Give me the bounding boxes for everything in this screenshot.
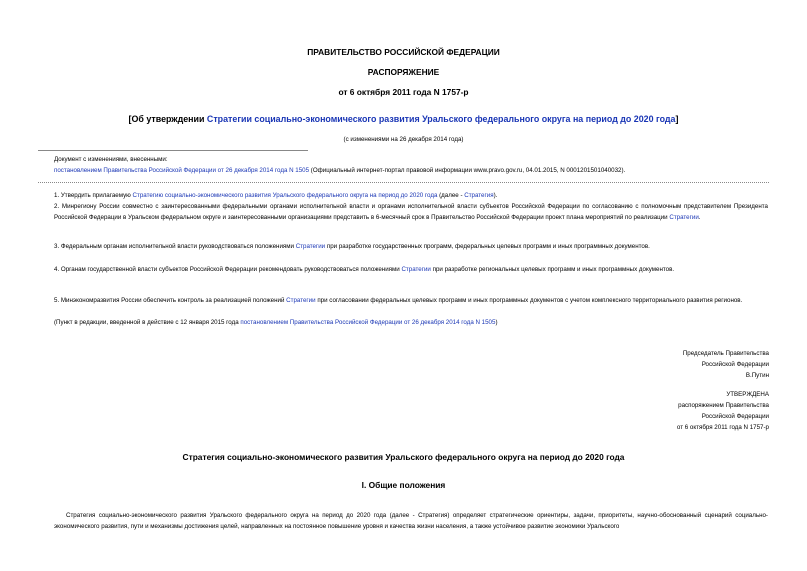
signature-name: В.Путин: [745, 372, 769, 379]
item-1-text: 1. Утвердить прилагаемую: [54, 192, 133, 199]
item-3: [54, 241, 768, 252]
approval-by: распоряжением Правительства: [678, 402, 769, 409]
title-strategy-link[interactable]: Стратегии социально-экономического развития Уральского федерального округа на период до 2020 года: [206, 114, 676, 124]
dotted-separator: [38, 182, 769, 183]
amendment-note: (с изменениями на 26 декабря 2014 года): [343, 136, 464, 143]
item-5-text-b: при согласовании федеральных целевых программ и иных программных документов с учетом комплексного территориального развития регионов.: [315, 297, 743, 304]
changes-decree-link[interactable]: постановлением Правительства Российской Федерации от 26 декабря 2014 года N 1505: [54, 167, 310, 174]
government-heading: ПРАВИТЕЛЬСТВО РОССИЙСКОЙ ФЕДЕРАЦИИ: [307, 47, 500, 57]
document-date: от 6 октября 2011 года N 1757-р: [338, 87, 469, 97]
item-3-strategy-link[interactable]: Стратегии: [295, 243, 326, 250]
item-5-text: 5. Минэкономразвития России обеспечить контроль за реализацией положений: [54, 297, 287, 304]
item-5: [54, 295, 768, 306]
changes-source: (Официальный интернет-портал правовой информации www.pravo.gov.ru, 04.01.2015, N 0001201501040032).: [309, 167, 626, 174]
approval-org: Российской Федерации: [701, 413, 769, 420]
item-1-strategy-short-link[interactable]: Стратегия: [464, 192, 494, 199]
item-4-strategy-link[interactable]: Стратегии: [401, 266, 431, 273]
item-5-note-text: (Пункт в редакции, введенной в действие с 12 января 2015 года: [54, 319, 241, 326]
item-5-strategy-link[interactable]: Стратегии: [286, 297, 316, 304]
approval-block: [677, 389, 769, 433]
strategy-intro: Стратегия социально-экономического развития Уральского федерального округа на период до 2020 года (далее - Стратегия) определяет стратегические ориентиры, задачи, приоритеты, научно-обоснованный сценарий социально-экономического развития, пути и механизмы достижения целей, направленных на постоянное повышение уровня и качества жизни населения, а также устойчивое развитие экономики Уральского: [54, 512, 768, 530]
title-suffix: ]: [675, 114, 679, 124]
item-3-text: 3. Федеральным органам исполнительной власти руководствоваться положениями: [54, 243, 296, 250]
item-2-text-b: .: [698, 214, 701, 221]
strategy-title: Стратегия социально-экономического развития Уральского федерального округа на период до 2020 года: [182, 452, 625, 462]
item-2: [54, 201, 768, 223]
document-type: РАСПОРЯЖЕНИЕ: [367, 67, 440, 77]
signature-position: Председатель Правительства: [682, 350, 769, 357]
item-1: [54, 190, 768, 201]
document-title: [0, 114, 807, 124]
item-1-text-b: (далее -: [437, 192, 465, 199]
separator-line: [38, 150, 308, 151]
item-5-note-decree-link[interactable]: постановлением Правительства Российской Федерации от 26 декабря 2014 года N 1505: [240, 319, 496, 326]
item-4-text: 4. Органам государственной власти субъектов Российской Федерации рекомендовать руководствоваться положениями: [54, 266, 402, 273]
approval-date: от 6 октября 2011 года N 1757-р: [676, 424, 769, 431]
section-heading: I. Общие положения: [361, 480, 446, 490]
changes-line: [54, 165, 768, 176]
item-2-text: 2. Минрегиону России совместно с заинтересованными федеральными органами исполнительной власти и органами исполнительной власти субъектов Российской Федерации по согласованию с полномочным представителем Президента Российской Федерации в Уральском федеральном округе и заинтересованными организациями представить в 6-месячный срок в Правительство Российской Федерации проект плана мероприятий по реализации: [54, 203, 768, 221]
signature-org: Российской Федерации: [701, 361, 769, 368]
approval-stamp: УТВЕРЖДЕНА: [726, 391, 769, 398]
signature-block: [683, 348, 769, 381]
changes-label: Документ с изменениями, внесенными:: [54, 156, 168, 163]
item-1-strategy-link[interactable]: Стратегию социально-экономического развития Уральского федерального округа на период до 2020 года: [132, 192, 438, 199]
title-prefix: [Об утверждении: [128, 114, 207, 124]
item-2-strategy-link[interactable]: Стратегии: [669, 214, 699, 221]
item-4: [54, 264, 768, 275]
item-5-note: [54, 317, 768, 328]
item-3-text-b: при разработке государственных программ, федеральных целевых программ и иных программных документов.: [325, 243, 650, 250]
item-4-text-b: при разработке региональных целевых программ и иных программных документов.: [430, 266, 675, 273]
item-1-text-c: ).: [493, 192, 498, 199]
item-5-note-close: ): [495, 319, 498, 326]
